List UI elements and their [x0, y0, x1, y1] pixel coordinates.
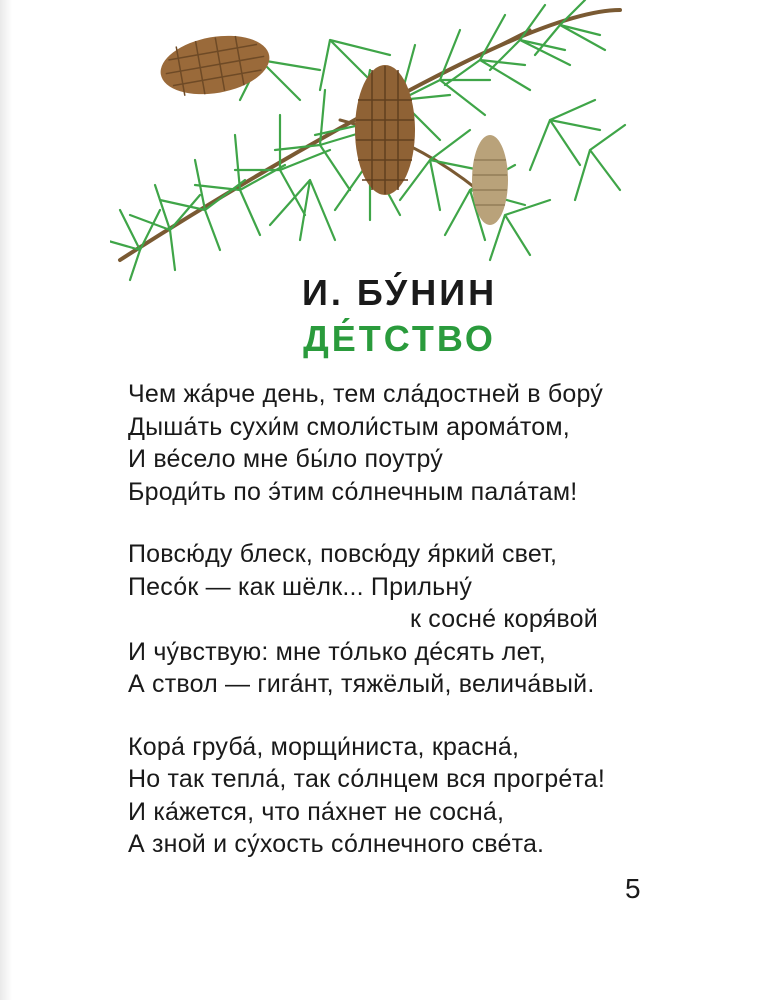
poem-line: И ка́жется, что па́хнет не сосна́,	[128, 797, 505, 826]
stanza	[128, 378, 688, 508]
page-number: 5	[625, 873, 641, 904]
pine-cone-icon	[472, 135, 508, 225]
poem-line: Чем жа́рче день, тем сла́достней в бору́	[128, 380, 604, 408]
poem-line: Дыша́ть сухи́м смоли́стым арома́том,	[128, 412, 570, 441]
poem-text	[128, 378, 688, 891]
poem-line: Кора́ груба́, морщи́ниста, красна́,	[128, 732, 520, 761]
author-name: И. БУ́НИН	[301, 272, 498, 313]
poem-line: И чу́вствую: мне то́лько де́сять лет,	[128, 637, 546, 666]
page-edge-shadow	[0, 0, 12, 1000]
poem-line: Песо́к — как шёлк... Прильну́	[128, 572, 473, 601]
poem-line: А зной и су́хость со́лнечного све́та.	[128, 830, 545, 858]
stanza	[128, 731, 688, 861]
poem-line: Повсю́ду блеск, повсю́ду я́ркий свет,	[128, 540, 558, 568]
pine-cone-icon	[355, 65, 415, 195]
poem-line: А ствол — гига́нт, тяжёлый, велича́вый.	[128, 670, 595, 698]
stanza	[128, 538, 688, 701]
poem-line-indented: к сосне́ коря́вой	[410, 605, 598, 633]
poem-title: ДЕ́ТСТВО	[303, 318, 496, 359]
poem-line: И ве́село мне бы́ло поутру́	[128, 445, 443, 473]
poem-line: Но так тепла́, так со́лнцем вся прогре́та!	[128, 765, 606, 793]
pine-branch-illustration	[110, 0, 630, 290]
pine-cone-icon	[156, 28, 274, 102]
poem-line: Броди́ть по э́тим со́лнечным пала́там!	[128, 477, 578, 506]
